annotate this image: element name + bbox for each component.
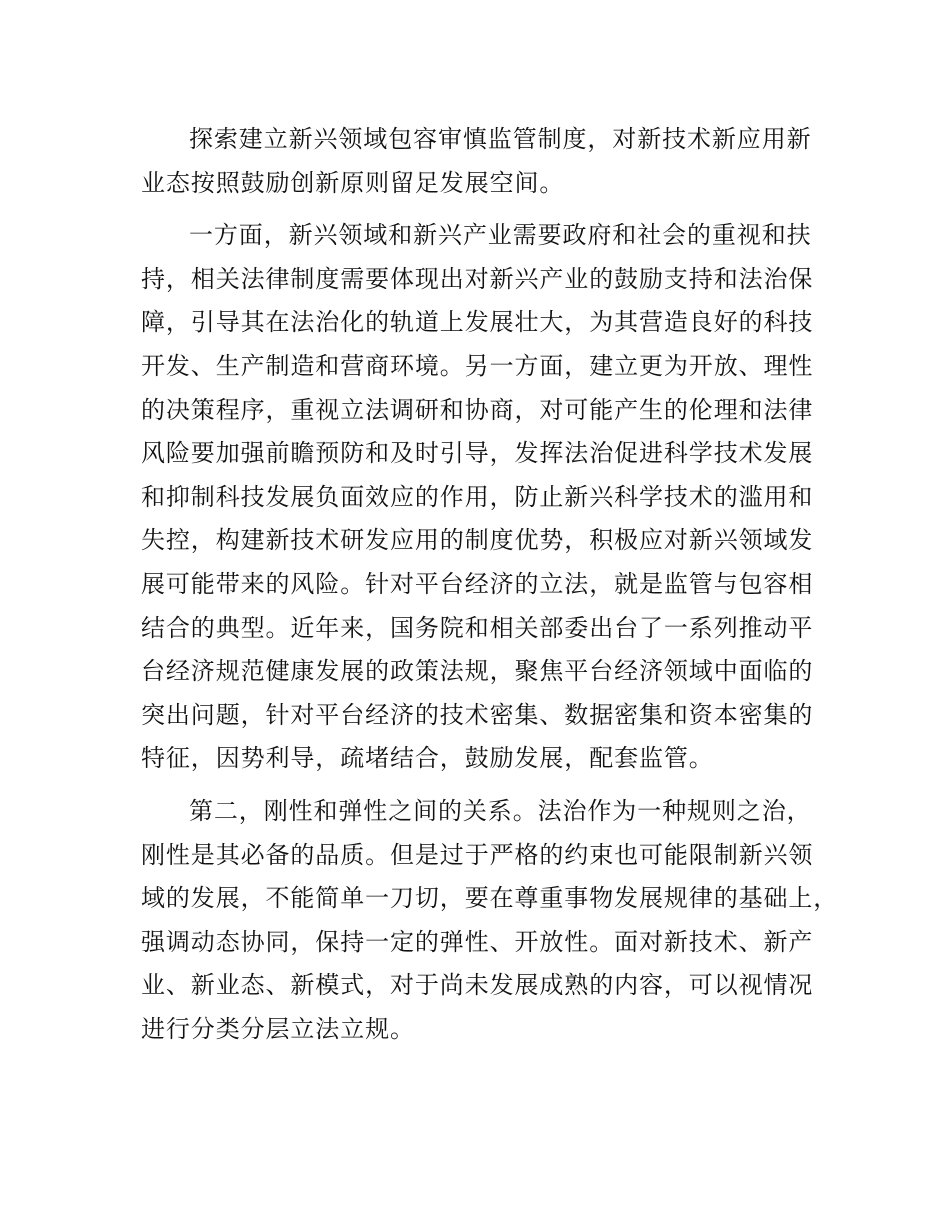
text-line: 失控，构建新技术研发应用的制度优势，积极应对新兴领域发 — [141, 526, 814, 555]
text-line: 探索建立新兴领域包容审慎监管制度，对新技术新应用新 — [189, 125, 812, 153]
text-line: 持，相关法律制度需要体现出对新兴产业的鼓励支持和法治保 — [141, 264, 814, 293]
text-line: 风险要加强前瞻预防和及时引导，发挥法治促进科学技术发展 — [141, 439, 814, 468]
text-line: 结合的典型。近年来，国务院和相关部委出台了一系列推动平 — [141, 613, 814, 642]
text-line: 第二，刚性和弹性之间的关系。法治作为一种规则之治， — [189, 796, 812, 825]
text-line: 特征，因势利导，疏堵结合，鼓励发展，配套监管。 — [141, 744, 714, 773]
text-line: 台经济规范健康发展的政策法规，聚焦平台经济领域中面临的 — [141, 657, 814, 686]
text-line: 突出问题，针对平台经济的技术密集、数据密集和资本密集的 — [141, 700, 814, 729]
text-line: 开发、生产制造和营商环境。另一方面，建立更为开放、理性 — [141, 351, 814, 380]
text-line: 障，引导其在法治化的轨道上发展壮大，为其营造良好的科技 — [141, 308, 814, 337]
paragraph — [141, 118, 813, 205]
text-line: 展可能带来的风险。针对平台经济的立法，就是监管与包容相 — [141, 569, 814, 598]
text-line: 进行分类分层立法立规。 — [141, 1014, 415, 1043]
paragraph — [141, 790, 839, 1052]
document-body — [141, 118, 839, 1060]
text-line: 一方面，新兴领域和新兴产业需要政府和社会的重视和扶 — [189, 221, 812, 250]
text-line: 域的发展，不能简单一刀切，要在尊重事物发展规律的基础上， — [141, 884, 839, 913]
paragraph — [141, 214, 813, 781]
text-line: 业态按照鼓励创新原则留足发展空间。 — [141, 168, 565, 197]
text-line: 强调动态协同，保持一定的弹性、开放性。面对新技术、新产 — [141, 927, 814, 956]
text-line: 业、新业态、新模式，对于尚未发展成熟的内容，可以视情况 — [141, 971, 814, 1000]
text-line: 和抑制科技发展负面效应的作用，防止新兴科学技术的滥用和 — [141, 482, 814, 511]
text-line: 的决策程序，重视立法调研和协商，对可能产生的伦理和法律 — [141, 395, 814, 424]
text-line: 刚性是其必备的品质。但是过于严格的约束也可能限制新兴领 — [141, 840, 814, 869]
